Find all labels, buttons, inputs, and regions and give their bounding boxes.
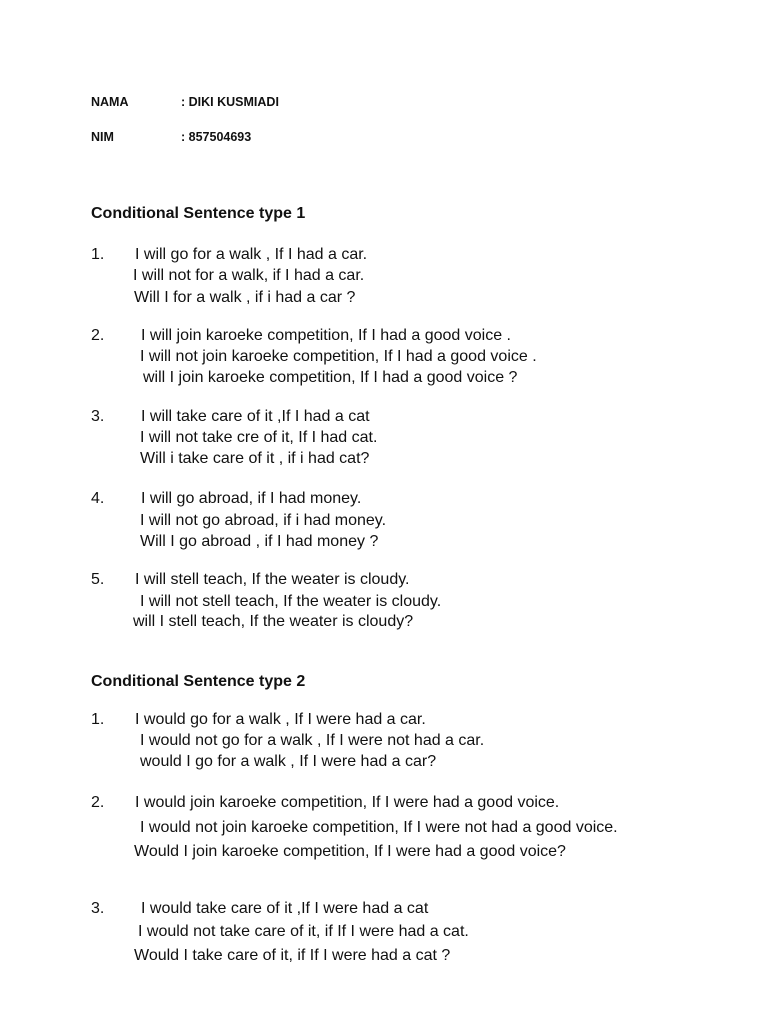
sentence-line: Will I for a walk , if i had a car ?: [134, 289, 356, 306]
sentence-line: I will not take cre of it, If I had cat.: [140, 429, 378, 446]
item-number: 3.: [91, 408, 105, 425]
nama-value: : DIKI KUSMIADI: [181, 95, 279, 109]
sentence-line: I would go for a walk , If I were had a car.: [135, 711, 426, 728]
sentence-line: I will join karoeke competition, If I had a good voice .: [141, 327, 511, 344]
sentence-line: I will not go abroad, if i had money.: [140, 512, 387, 529]
nama-label: NAMA: [91, 95, 129, 109]
sentence-line: I will not for a walk, if I had a car.: [133, 267, 365, 284]
item-number: 4.: [91, 490, 105, 507]
sentence-line: Will I go abroad , if I had money ?: [140, 533, 379, 550]
sentence-line: I will stell teach, If the weater is cloudy.: [135, 571, 410, 588]
section-title-type-2: Conditional Sentence type 2: [91, 673, 306, 690]
sentence-line: Would I take care of it, if If I were had a cat ?: [134, 947, 451, 964]
sentence-line: I would join karoeke competition, If I were had a good voice.: [135, 794, 560, 811]
item-number: 3.: [91, 900, 105, 917]
nim-value: : 857504693: [181, 130, 252, 144]
sentence-line: I will go for a walk , If I had a car.: [135, 246, 368, 263]
sentence-line: I would not go for a walk , If I were not had a car.: [140, 732, 485, 749]
section-title-type-1: Conditional Sentence type 1: [91, 205, 306, 222]
item-number: 1.: [91, 711, 105, 728]
sentence-line: I will go abroad, if I had money.: [141, 490, 362, 507]
sentence-line: I will take care of it ,If I had a cat: [141, 408, 370, 425]
sentence-line: will I join karoeke competition, If I had a good voice ?: [143, 369, 518, 386]
sentence-line: I would not join karoeke competition, If I were not had a good voice.: [140, 819, 618, 836]
item-number: 2.: [91, 794, 105, 811]
sentence-line: will I stell teach, If the weater is cloudy?: [133, 613, 414, 630]
sentence-line: I would take care of it ,If I were had a cat: [141, 900, 429, 917]
sentence-line: I will not join karoeke competition, If I had a good voice .: [140, 348, 537, 365]
sentence-line: I would not take care of it, if If I were had a cat.: [138, 923, 469, 940]
sentence-line: Would I join karoeke competition, If I were had a good voice?: [134, 843, 566, 860]
item-number: 5.: [91, 571, 105, 588]
sentence-line: would I go for a walk , If I were had a car?: [140, 753, 437, 770]
item-number: 2.: [91, 327, 105, 344]
nim-label: NIM: [91, 130, 114, 144]
sentence-line: I will not stell teach, If the weater is cloudy.: [140, 593, 442, 610]
sentence-line: Will i take care of it , if i had cat?: [140, 450, 370, 467]
item-number: 1.: [91, 246, 105, 263]
